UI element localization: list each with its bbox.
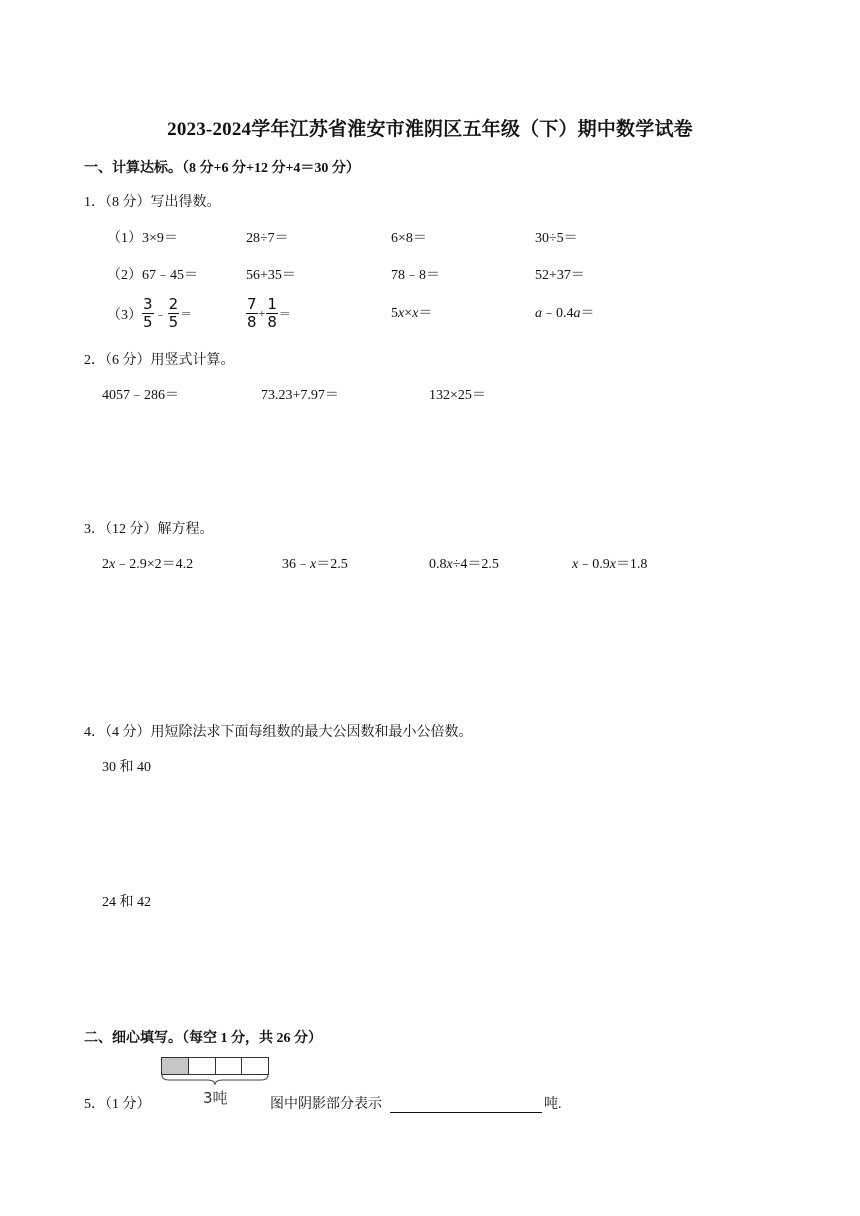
- q3-equation2: [282, 553, 348, 573]
- operator: ×: [404, 306, 413, 321]
- expression: ÷4＝2.5: [452, 557, 499, 572]
- fraction: [266, 296, 278, 331]
- cell: [216, 1058, 243, 1074]
- answer-blank[interactable]: [390, 1098, 542, 1113]
- q3-equation3: [429, 553, 499, 573]
- q1-row2-item1: （2）67﹣45＝: [107, 268, 198, 283]
- operator: +: [258, 306, 266, 320]
- q1-row1-item1: （1）3×9＝: [107, 231, 178, 246]
- shaded-cell: [162, 1058, 189, 1074]
- denominator: 8: [247, 313, 257, 331]
- q3-equation4: [572, 553, 647, 573]
- operator: ﹣0.4: [542, 306, 574, 321]
- variable: x: [446, 557, 453, 572]
- equals-sign: ＝: [180, 307, 193, 321]
- question-5-number: 5．（1 分）: [84, 1097, 151, 1112]
- question-5-prompt: 图中阴影部分表示: [270, 1097, 382, 1112]
- question-1-stem: 1．（8 分）写出得数。: [84, 195, 221, 210]
- denominator: 5: [168, 313, 179, 331]
- q2-item3: 132×25＝: [429, 388, 486, 403]
- question-4-stem: 4．（4 分）用短除法求下面每组数的最大公因数和最小公倍数。: [84, 725, 473, 740]
- section-heading-1: 一、计算达标。（8 分+6 分+12 分+4＝30 分）: [84, 161, 360, 176]
- q1-row3-item1: [107, 296, 193, 331]
- equals-sign: ＝: [418, 306, 433, 321]
- fraction: [246, 296, 258, 331]
- variable: x: [109, 557, 116, 572]
- variable: x: [609, 557, 616, 572]
- fraction: [142, 296, 154, 331]
- question-3-stem: 3．（12 分）解方程。: [84, 522, 214, 537]
- q4-pair1: 30 和 40: [102, 760, 151, 775]
- variable: x: [398, 306, 405, 321]
- q1-row2-item2: 56+35＝: [246, 268, 296, 283]
- cell: [242, 1058, 268, 1074]
- equals-sign: ＝: [580, 306, 595, 321]
- question-2-stem: 2．（6 分）用竖式计算。: [84, 353, 235, 368]
- denominator: 5: [143, 313, 153, 331]
- q1-row3-item4: [535, 302, 595, 322]
- q1-row2-item3: 78﹣8＝: [391, 268, 440, 283]
- ton-bar-diagram: [161, 1057, 269, 1075]
- q2-item1: 4057﹣286＝: [102, 388, 179, 403]
- diagram-label: 3吨: [203, 1089, 228, 1107]
- q2-item2: 73.23+7.97＝: [261, 388, 339, 403]
- numerator: 1: [267, 295, 277, 313]
- q1-row3-item2: [246, 296, 292, 331]
- variable: x: [310, 557, 317, 572]
- expression: ﹣0.9: [578, 557, 610, 572]
- q1-row1-item4: 30÷5＝: [535, 231, 578, 246]
- cell: [189, 1058, 216, 1074]
- q1-row2-item4: 52+37＝: [535, 268, 585, 283]
- fraction: [168, 296, 180, 331]
- numerator: 2: [168, 295, 179, 313]
- brace-icon: [161, 1075, 269, 1085]
- q1-row1-item3: 6×8＝: [391, 231, 427, 246]
- expression: 36﹣: [282, 557, 310, 572]
- q4-pair2: 24 和 42: [102, 895, 151, 910]
- section-heading-2: 二、细心填写。（每空 1 分，共 26 分）: [84, 1031, 322, 1046]
- operator: ﹣: [154, 307, 167, 321]
- expression: ﹣2.9×2＝4.2: [115, 557, 194, 572]
- denominator: 8: [267, 313, 277, 331]
- variable: x: [412, 306, 419, 321]
- q1-row1-item2: 28÷7＝: [246, 231, 289, 246]
- page-title: 2023-2024学年江苏省淮安市淮阴区五年级（下）期中数学试卷: [167, 119, 693, 140]
- expression: ＝2.5: [316, 557, 348, 572]
- equals-sign: ＝: [278, 307, 291, 321]
- unit-label: 吨.: [544, 1097, 562, 1112]
- variable: a: [535, 306, 542, 321]
- coefficient: 5: [391, 306, 398, 321]
- variable: x: [572, 557, 579, 572]
- coefficient: 2: [102, 557, 109, 572]
- numerator: 3: [143, 295, 153, 313]
- coefficient: 0.8: [429, 557, 447, 572]
- q1-row3-item3: [391, 302, 432, 322]
- q1-row3-label: （3）: [107, 307, 142, 323]
- question-5-text: [270, 1093, 562, 1113]
- numerator: 7: [247, 295, 257, 313]
- expression: ＝1.8: [615, 557, 648, 572]
- variable: a: [573, 306, 581, 321]
- q3-equation1: [102, 553, 193, 573]
